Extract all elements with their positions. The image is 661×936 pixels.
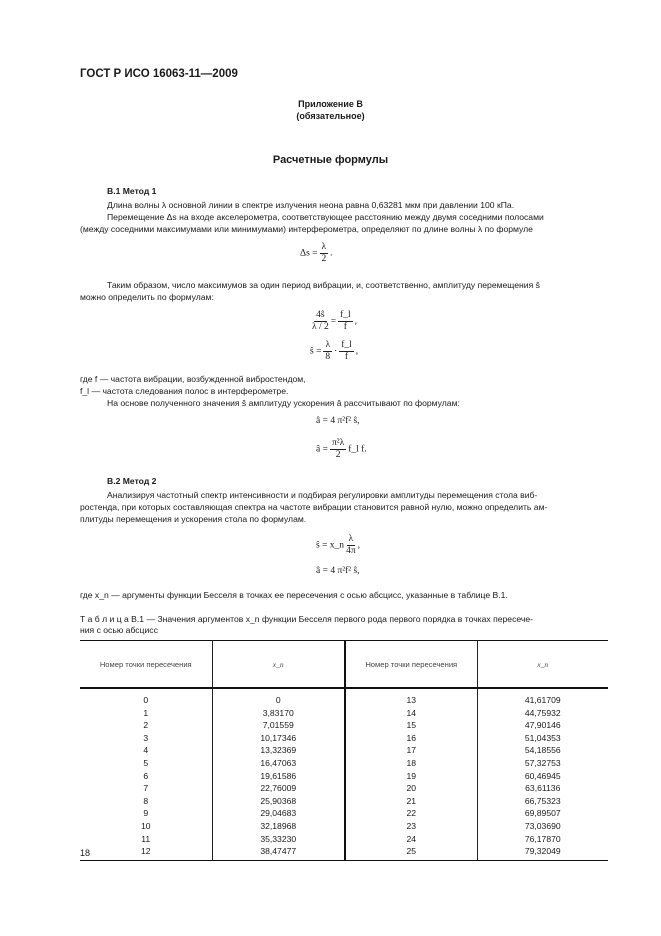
table-cell: 14	[345, 707, 477, 720]
formula-acceleration: â = 4 π²f² ŝ,	[316, 416, 360, 426]
table-row	[80, 688, 608, 707]
table-cell: 79,32049	[477, 845, 608, 860]
table-cell: 47,90146	[477, 719, 608, 732]
where-clause: где x_n — аргументы функции Бесселя в точках ее пересечения с осью абсцисс, указанные в таблице B.1.	[80, 590, 508, 600]
table-cell: 13	[345, 688, 477, 707]
b1-paragraph: (между соседними максимумами или минимумами) интерферометра, определяют по длине волны λ по формуле	[80, 224, 533, 234]
table-cell: 4	[143, 745, 149, 756]
table-cell: 0	[212, 688, 345, 707]
table-cell: 19,61586	[212, 770, 345, 783]
table-cell: 16,47063	[212, 757, 345, 770]
b1-paragraph: Длина волны λ основной линии в спектре излучения неона равна 0,63281 мкм при давлении 100 кПа.	[107, 200, 515, 210]
table-row	[80, 707, 608, 720]
b2-heading: B.2 Метод 2	[107, 476, 157, 486]
table-cell: 18	[345, 757, 477, 770]
column-header: Номер точки пересечения	[80, 641, 212, 689]
b1-paragraph: На основе полученного значения ŝ амплитуду ускорения â рассчитывают по формулам:	[107, 398, 460, 408]
table-cell: 29,04683	[212, 807, 345, 820]
table-cell: 38,47477	[212, 845, 345, 860]
table-cell: 2	[143, 720, 149, 731]
table-cell: 17	[345, 744, 477, 757]
table-cell: 3,83170	[212, 707, 345, 720]
column-header: x_n	[477, 641, 608, 689]
table-cell: 66,75323	[477, 795, 608, 808]
column-header: x_n	[212, 641, 345, 689]
formula-delta-s: Δs = $\frac{\lambda}{2}$ .	[300, 242, 333, 264]
table-cell: 6	[143, 770, 149, 781]
table-cell: 44,75932	[477, 707, 608, 720]
table-cell: 8	[143, 795, 149, 806]
table-cell: 25,90368	[212, 795, 345, 808]
table-cell: 41,61709	[477, 688, 608, 707]
b1-heading: B.1 Метод 1	[107, 186, 157, 196]
table-cell: 60,46945	[477, 770, 608, 783]
table-cell: 69,89507	[477, 807, 608, 820]
table-cell: 3	[143, 732, 149, 743]
b2-paragraph: ростенда, при которых составляющая спектра на частоте вибрации становится равной нулю, можно определить ам-	[80, 502, 548, 512]
table-row	[80, 845, 608, 860]
table-cell: 7,01559	[212, 719, 345, 732]
table-cell: 21	[345, 795, 477, 808]
table-row	[80, 820, 608, 833]
table-cell: 24	[345, 833, 477, 846]
table-cell: 10,17346	[212, 732, 345, 745]
table-cell: 20	[345, 782, 477, 795]
table-cell: 76,17870	[477, 833, 608, 846]
table-row	[80, 795, 608, 808]
table-row	[80, 833, 608, 846]
table-row	[80, 807, 608, 820]
table-cell: 7	[143, 783, 149, 794]
table-cell: 19	[345, 770, 477, 783]
formula-method2-displacement: ŝ = x_n $\frac{\lambda}{4\pi}$ ,	[316, 534, 360, 556]
document-id: ГОСТ Р ИСО 16063-11—2009	[80, 68, 238, 80]
table-row	[80, 719, 608, 732]
table-cell: 16	[345, 732, 477, 745]
table-cell: 35,33230	[212, 833, 345, 846]
section-title: Расчетные формулы	[272, 154, 389, 166]
table-cell: 51,04353	[477, 732, 608, 745]
b1-paragraph: можно определить по формулам:	[80, 292, 214, 302]
table-cell: 13,32369	[212, 744, 345, 757]
where-clause: f_l — частота следования полос в интерферометре.	[80, 386, 289, 396]
annex-status: (обязательное)	[296, 111, 365, 121]
table-cell: 0	[143, 695, 149, 705]
table-cell: 32,18968	[212, 820, 345, 833]
table-cell: 63,61136	[477, 782, 608, 795]
formula-method2-acceleration: â = 4 π²f² ŝ,	[316, 566, 360, 576]
column-header: Номер точки пересечения	[345, 641, 477, 689]
table-cell: 1	[143, 707, 149, 718]
table-cell: 5	[143, 757, 149, 768]
b1-paragraph: Перемещение Δs на входе акселерометра, соответствующее расстоянию между двумя соседними полосами	[107, 212, 544, 222]
table-cell: 9	[143, 808, 149, 819]
table-row	[80, 757, 608, 770]
where-clause: где f — частота вибрации, возбужденной вибростендом,	[80, 374, 306, 384]
table-cell: 57,32753	[477, 757, 608, 770]
table-row	[80, 732, 608, 745]
table-cell: 10	[140, 820, 151, 831]
table-row	[80, 782, 608, 795]
table-caption: Т а б л и ц а B.1 — Значения аргументов x_n функции Бесселя первого рода первого порядка в точках пересече-	[80, 614, 533, 624]
table-cell: 12	[80, 845, 212, 860]
annex-title: Приложение B	[298, 99, 363, 109]
table-cell: 11	[141, 833, 151, 844]
b2-paragraph: Анализируя частотный спектр интенсивности и подбирая регулировки амплитуды перемещения стола виб-	[107, 490, 538, 500]
table-cell: 22,76009	[212, 782, 345, 795]
bessel-table	[80, 640, 608, 861]
table-cell: 23	[345, 820, 477, 833]
formula-max-count: $\frac{4ŝ}{\lambda / 2}$ = $\frac{f\_l}{f}$ ,	[312, 310, 358, 332]
table-cell: 73,03690	[477, 820, 608, 833]
table-caption: ния с осью абсцисс	[80, 625, 158, 635]
table-cell: 54,18556	[477, 744, 608, 757]
b1-paragraph: Таким образом, число максимумов за один период вибрации, и, соответственно, амплитуду перемещения ŝ	[107, 280, 540, 290]
table-cell: 15	[345, 719, 477, 732]
b2-paragraph: плитуды перемещения и ускорения стола по формулам.	[80, 514, 307, 524]
table-cell: 25	[345, 845, 477, 860]
formula-acceleration-2: â = $\frac{\text{π²λ}}{2}$ f_l f.	[316, 438, 367, 460]
table-cell: 22	[345, 807, 477, 820]
formula-displacement: ŝ = $\frac{\lambda}{8}$ · $\frac{f\_l}{f}$ ,	[310, 340, 359, 362]
table-row	[80, 770, 608, 783]
table-row	[80, 744, 608, 757]
page-number: 18	[80, 848, 91, 858]
